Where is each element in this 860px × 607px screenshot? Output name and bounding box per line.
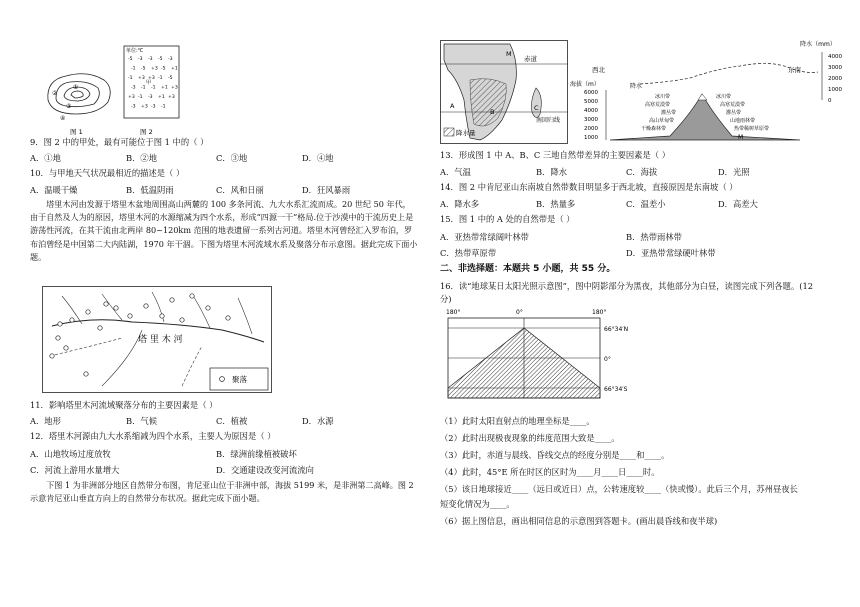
alt-tick-4000: 4000 (584, 108, 598, 114)
q16-item-5: （5）该日地球接近____（远日或近日）点，公转速度较____（快或慢）。此后三个月，苏州昼夜长 (440, 484, 798, 494)
q13-option-d[interactable]: D．光照 (718, 167, 750, 177)
q12-option-d[interactable]: D．交通建设改变河流流向 (216, 465, 314, 475)
q16-item-1: （1）此时太阳直射点的地理坐标是____。 (440, 416, 595, 426)
temperature-value: +1 (161, 85, 168, 91)
temperature-value: -5 (168, 76, 173, 81)
q13-option-c[interactable]: C．海拔 (626, 167, 658, 177)
settlement-legend-icon (220, 377, 225, 382)
mark-m: M (738, 134, 744, 141)
lon-left-label: 180° (446, 309, 461, 316)
circled-label-3: ③ (66, 103, 72, 110)
africa-natural-belt-map (440, 40, 568, 144)
q9-stem: 9．图 2 中的甲处，最有可能位于图 1 中的（ ） (30, 137, 209, 147)
lat-top-label: 66°34′N (604, 326, 629, 333)
temperature-value: -5 (141, 66, 146, 72)
q10-stem: 10．与甲地天气状况最相近的描述是（ ） (30, 168, 185, 178)
q15-option-b[interactable]: B．热带雨林带 (626, 232, 682, 242)
label-m: M (506, 50, 512, 58)
q14-option-d[interactable]: D．高差大 (718, 199, 758, 209)
temperature-value: -1 (151, 85, 156, 91)
temperature-value: -1 (131, 66, 136, 72)
temperature-value: -3 (148, 95, 153, 100)
q9-option-d[interactable]: D．④地 (302, 153, 334, 163)
q14-option-a[interactable]: A．降水多 (440, 199, 480, 209)
circled-label-4: ④ (60, 115, 66, 122)
label-a: A (450, 102, 455, 110)
temperature-value: +3 (138, 76, 145, 81)
temperature-value: +3 (171, 85, 178, 91)
sunlight-diagram (440, 306, 660, 410)
section-2-heading: 二、非选择题：本题共 5 小题，共 55 分。 (440, 264, 616, 274)
belt-left-5: 干燥森林带 (640, 126, 666, 132)
q11-option-a[interactable]: A．地形 (30, 416, 61, 426)
temperature-value: +3 (168, 95, 175, 100)
lat-mid-label: 0° (604, 356, 611, 363)
q15-option-c[interactable]: C．热带草原带 (440, 248, 497, 258)
precip-axis-title: 降水（mm） (800, 41, 836, 48)
q14-stem: 14．图 2 中肯尼亚山东南坡自然带数目明显多于西北坡，直接原因是东南坡（ ） (440, 182, 738, 192)
q16-item-3: （3）此时，赤道与晨线、昏线交点的经度分别是____和____。 (440, 450, 670, 460)
marker-jia: 甲 (146, 80, 152, 86)
temperature-value: -1 (141, 85, 146, 91)
q13-option-a[interactable]: A．气温 (440, 167, 471, 177)
river-label: 塔 里 木 河 (138, 335, 183, 345)
q10-option-a[interactable]: A．温暖干燥 (30, 185, 78, 195)
q10-option-d[interactable]: D．狂风暴雨 (302, 185, 351, 195)
q10-option-b[interactable]: B．低温阴雨 (126, 185, 174, 195)
passage-tarim: 塔里木河由发源于塔里木盆地周围高山两麓的 100 多条河流、九大水系汇流而成。20 世纪 50 年代，由于自然及人为的原因，塔里木河的水源缩减为四个水系，形成“四源一干”格局.位于沙漠中的干流历史上是游荡性河流，在其干流由北两岸 80~120km 范围的地表遗留一系列古河道。塔里木河曾经汇入罗布泊，罗布泊曾经是中国第二大内陆湖，1970 年干涸。下图为塔里木河流域水系及聚落分布示意图。据此完成下面小题。 (30, 199, 418, 262)
precip-tick-3000: 3000 (828, 65, 842, 71)
label-c: C (534, 104, 539, 112)
alt-tick-1000: 1000 (584, 135, 598, 141)
legend-label: 聚落 (232, 375, 247, 384)
q16-stem-line2: 分) (440, 294, 452, 304)
alt-tick-3000: 3000 (584, 117, 598, 123)
figure-1-contour (38, 40, 128, 140)
northwest-label: 西北 (592, 66, 605, 74)
temperature-value: +1 (171, 66, 178, 72)
belt-right-1: 冰川带 (716, 94, 732, 100)
lon-right-label: 180° (592, 309, 607, 316)
kenya-vertical-belts-figure (570, 38, 840, 146)
precip-tick-0: 0 (828, 98, 832, 104)
q11-stem: 11．影响塔里木河流域聚落分布的主要因素是（ ） (30, 400, 218, 410)
temperature-value: -3 (131, 85, 136, 91)
belt-left-3: 灌丛带 (660, 110, 676, 116)
tarim-river-map (42, 286, 272, 393)
q15-option-a[interactable]: A．亚热带常绿阔叶林带 (440, 232, 529, 242)
q12-stem: 12．塔里木河源由九大水系缩减为四个水系，主要人为原因是（ ） (30, 431, 276, 441)
belt-right-4: 山地雨林带 (730, 118, 756, 124)
q11-option-c[interactable]: C．植被 (216, 416, 248, 426)
temperature-value: -1 (158, 76, 163, 81)
precip-tick-4000: 4000 (828, 54, 842, 60)
mountain-profile (610, 94, 800, 140)
q9-option-b[interactable]: B．②地 (126, 153, 157, 163)
lon-mid-label: 0° (516, 309, 523, 316)
temperature-value: -1 (161, 104, 166, 110)
q9-option-a[interactable]: A．①地 (30, 153, 61, 163)
alt-tick-5000: 5000 (584, 99, 598, 105)
q16-stem-line1: 16．读“地球某日太阳光照示意图”，图中阴影部分为黑夜，其他部分为白昼，读图完成下列各题。(12 (440, 281, 814, 291)
q15-option-d[interactable]: D．亚热带常绿硬叶林带 (626, 248, 716, 258)
alt-tick-6000: 6000 (584, 90, 598, 96)
temperature-value: -5 (158, 57, 163, 62)
unit-label: 单位:℃ (126, 48, 144, 54)
temperature-value: +3 (151, 66, 158, 72)
q16-item-4: （4）此时，45°E 所在时区的区时为____月____日____时。 (440, 467, 660, 477)
alt-tick-2000: 2000 (584, 126, 598, 132)
q12-option-a[interactable]: A．山地牧场过度放牧 (30, 449, 111, 459)
q13-option-b[interactable]: B．降水 (536, 167, 567, 177)
temperature-value: -3 (131, 104, 136, 110)
circled-label-1: ① (73, 84, 79, 91)
temperature-value: +3 (141, 104, 148, 110)
q13-stem: 13．形成图 1 中 A、B、C 三地自然带差异的主要因素是（ ） (440, 150, 670, 160)
q10-option-c[interactable]: C．风和日丽 (216, 185, 264, 195)
temperature-value: -1 (138, 95, 143, 100)
figure-1-label: 图 1 (70, 128, 83, 136)
q11-option-b[interactable]: B．气候 (126, 416, 157, 426)
q16-item-2: （2）此时出现极夜现象的纬度范围大致是____。 (440, 433, 620, 443)
q9-option-c[interactable]: C．③地 (216, 153, 248, 163)
precip-tick-1000: 1000 (828, 87, 842, 93)
label-b: B (490, 108, 495, 116)
figure-2-label: 图 2 (140, 128, 153, 136)
q16-item-5-cont: 短变化情况为____。 (440, 499, 515, 509)
belt-right-5: 热带稀树草原带 (734, 126, 770, 132)
temperature-value: +1 (158, 95, 165, 100)
temperature-value: -5 (128, 57, 133, 62)
temperature-value: -3 (168, 57, 173, 62)
q12-option-b[interactable]: B．绿洲前缘植被破坏 (216, 449, 297, 459)
southeast-label: 东南 (788, 66, 801, 74)
temperature-value: -3 (138, 57, 143, 62)
tropic-label: 南回归线 (536, 117, 561, 124)
q15-stem: 15．图 1 中的 A 处的自然带是（ ） (440, 214, 575, 224)
q11-option-d[interactable]: D．水源 (302, 416, 334, 426)
circled-label-2: ② (52, 90, 58, 97)
belt-left-1: 冰川带 (654, 94, 670, 100)
passage-africa: 下图 1 为非洲部分地区自然带分布图，肯尼亚山位于非洲中部，海拔 5199 米，是非洲第二高峰。图 2 示意肯尼亚山垂直方向上的自然带分布状况。据此完成下面小题。 (30, 480, 414, 504)
belt-left-4: 高山草甸带 (648, 118, 674, 124)
temperature-value: -5 (161, 66, 166, 72)
lat-bot-label: 66°34′S (604, 386, 628, 393)
temperature-value: -3 (151, 104, 156, 110)
figure-2-temperature-grid (122, 44, 182, 144)
temperature-value: +3 (148, 76, 155, 81)
q14-option-c[interactable]: C．温差小 (626, 199, 666, 209)
q12-option-c[interactable]: C．河流上游用水量增大 (30, 465, 120, 475)
legend-precip-label: 降水量 (456, 129, 476, 137)
temperature-value: +3 (128, 95, 135, 100)
temperature-value: -1 (128, 76, 133, 81)
precip-tick-2000: 2000 (828, 76, 842, 82)
precip-label: 降水 (630, 83, 643, 90)
q14-option-b[interactable]: B．热量多 (536, 199, 576, 209)
belt-right-2: 高寒荒漠带 (720, 102, 746, 108)
q16-item-6: （6）据上图信息，画出相同信息的示意图到答题卡。(画出晨昏线和夜半球) (440, 516, 718, 526)
belt-left-2: 高寒荒漠带 (644, 102, 670, 108)
temperature-value: -3 (148, 57, 153, 62)
belt-right-3: 灌丛带 (726, 110, 742, 116)
altitude-axis-title: 海拔（m） (570, 81, 600, 88)
equator-label: 赤道 (524, 55, 537, 63)
